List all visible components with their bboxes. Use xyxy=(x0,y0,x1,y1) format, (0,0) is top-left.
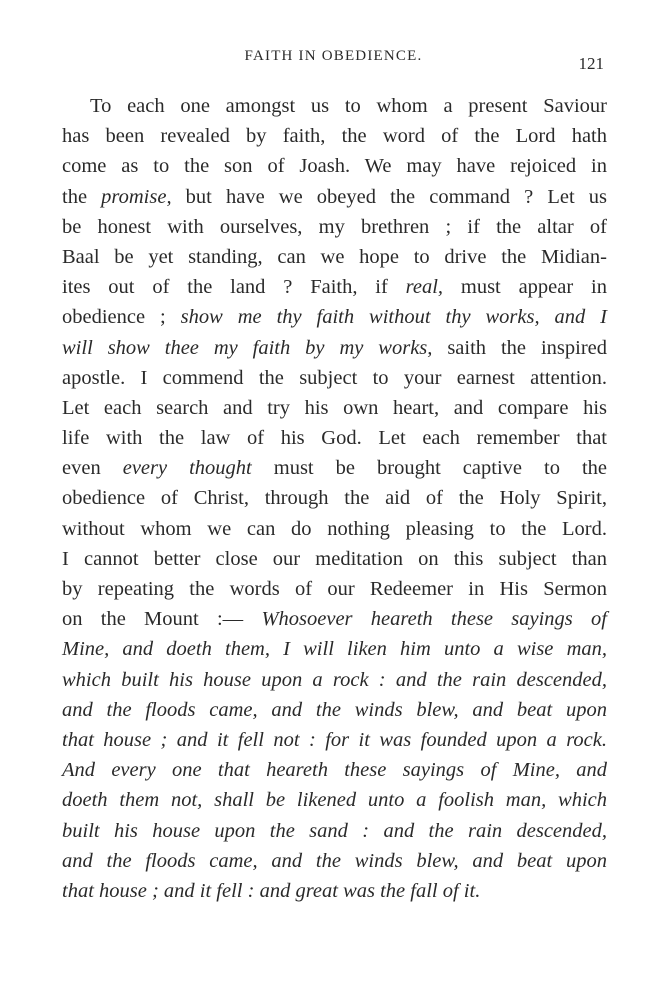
text-line: without whom we can do nothing pleasing to the Lord. xyxy=(62,517,607,540)
text-line: the promise, but have we obeyed the command ? Let us xyxy=(62,185,607,208)
quote-line: and the floods came, and the winds blew, and beat upon xyxy=(62,849,607,872)
quote-line: doeth them not, shall be likened unto a foolish man, which xyxy=(62,789,607,812)
text-line: by repeating the words of our Redeemer in His Sermon xyxy=(62,578,607,600)
quote-line: built his house upon the sand : and the rain descended, xyxy=(62,819,607,842)
page-number: 121 xyxy=(578,54,604,73)
emphasis-text: show me thy faith without thy works, and I xyxy=(180,306,608,329)
running-head-title: FAITH IN OBEDIENCE. xyxy=(244,48,423,64)
emphasis-text: real, xyxy=(405,276,444,299)
emphasis-text: promise, xyxy=(101,185,172,208)
emphasis-text: every thought xyxy=(122,457,252,480)
text-line: life with the law of his God. Let each remember that xyxy=(62,427,607,450)
body-paragraph xyxy=(62,91,607,906)
text-line: will show thee my faith by my works, saith the inspired xyxy=(62,336,607,359)
quote-line: that house ; and it fell not : for it was founded upon a rock. xyxy=(62,728,607,751)
quote-line: And every one that heareth these sayings of Mine, and xyxy=(62,759,607,782)
text-line: obedience ; show me thy faith without thy works, and I xyxy=(62,306,608,329)
quote-line: and the floods came, and the winds blew, and beat upon xyxy=(62,698,607,721)
text-line: come as to the son of Joash. We may have rejoiced in xyxy=(62,155,607,178)
text-line: on the Mount :— Whosoever heareth these sayings of xyxy=(62,608,607,631)
text-line: To each one amongst us to whom a present Saviour xyxy=(90,95,607,117)
text-line: I cannot better close our meditation on this subject than xyxy=(62,547,607,570)
text-line: Baal be yet standing, can we hope to drive the Midian- xyxy=(62,245,607,268)
text-line: has been revealed by faith, the word of the Lord hath xyxy=(62,125,607,148)
text-line: even every thought must be brought captive to the xyxy=(62,457,607,480)
text-line: ites out of the land ? Faith, if real, must appear in xyxy=(62,276,607,299)
text-line: obedience of Christ, through the aid of the Holy Spirit, xyxy=(62,487,607,510)
text-line: apostle. I commend the subject to your earnest attention. xyxy=(62,366,607,389)
quote-line: which built his house upon a rock : and the rain descended, xyxy=(62,668,607,691)
quote-line: Mine, and doeth them, I will liken him unto a wise man, xyxy=(62,638,607,661)
text-line: be honest with ourselves, my brethren ; if the altar of xyxy=(62,215,607,238)
quote-line: that house ; and it fell : and great was the fall of it. xyxy=(62,879,481,902)
emphasis-text: will show thee my faith by my works, xyxy=(62,336,433,359)
emphasis-text: Whosoever heareth these sayings of xyxy=(261,608,607,631)
text-line: Let each search and try his own heart, and compare his xyxy=(62,396,607,419)
